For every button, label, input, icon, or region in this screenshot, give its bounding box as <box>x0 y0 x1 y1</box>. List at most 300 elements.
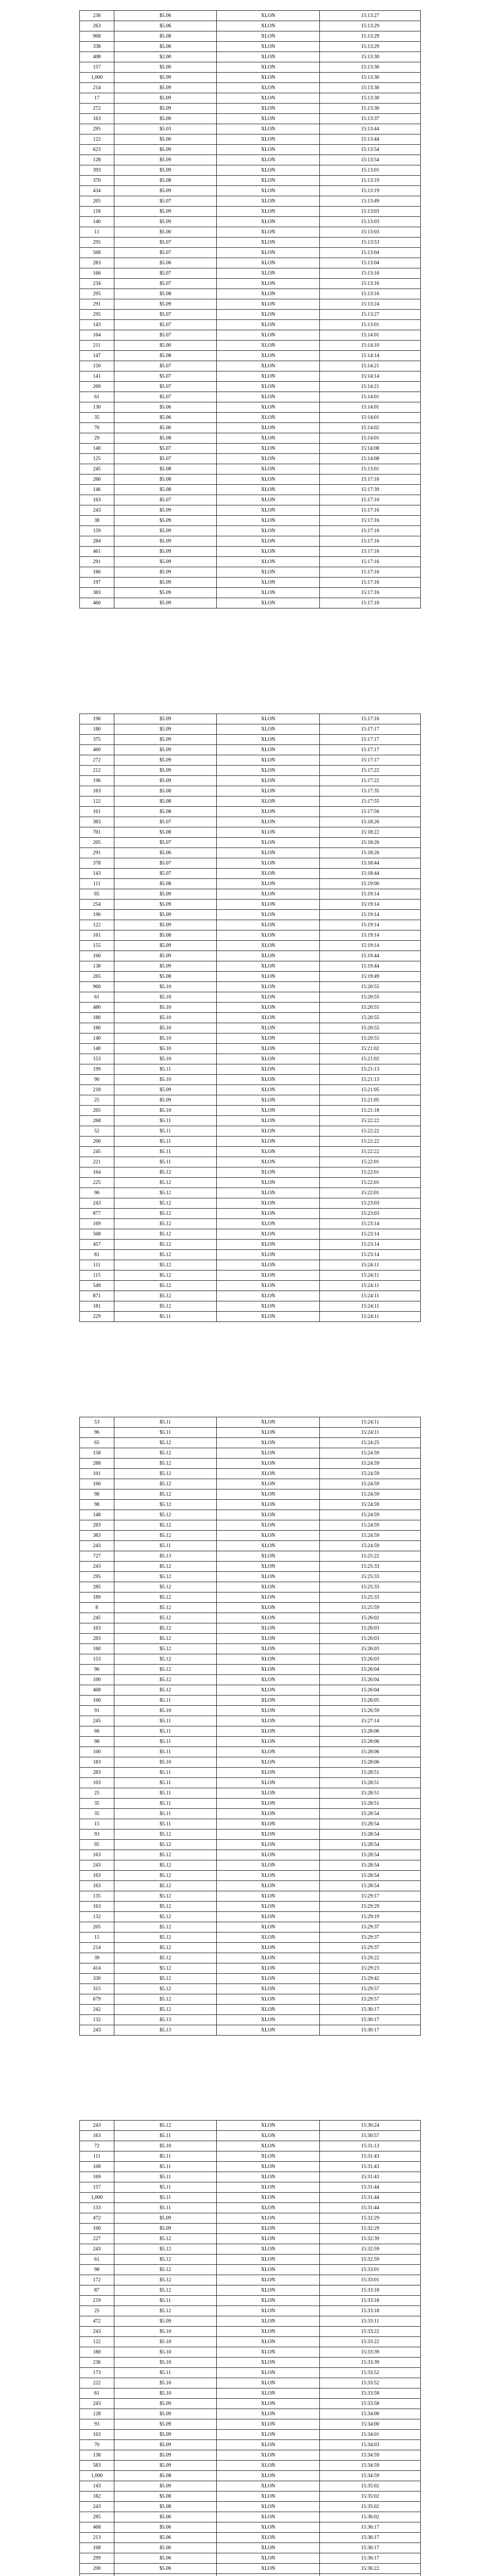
venue-cell: XLON <box>217 423 320 433</box>
time-cell: 15:26:59 <box>320 1706 421 1716</box>
table-row <box>80 2255 421 2265</box>
time-cell: 15:24:59 <box>320 1448 421 1459</box>
time-cell: 15:30:17 <box>320 2015 421 2025</box>
time-cell: 15:28:54 <box>320 1871 421 1881</box>
venue-cell: XLON <box>217 505 320 516</box>
table-row <box>80 1891 421 1902</box>
price-cell: $5.12 <box>114 1500 217 1510</box>
venue-cell: XLON <box>217 2430 320 2440</box>
time-cell: 15:13:30 <box>320 93 421 104</box>
price-cell: $5.12 <box>114 1219 217 1229</box>
table-row <box>80 52 421 62</box>
volume-cell: 243 <box>80 2244 114 2255</box>
price-cell: $5.13 <box>114 2025 217 2036</box>
table-row <box>80 2182 421 2193</box>
volume-cell: 222 <box>80 2378 114 2388</box>
volume-cell: 39 <box>80 1953 114 1963</box>
price-cell: $5.07 <box>114 279 217 289</box>
volume-cell: 243 <box>80 2025 114 2036</box>
time-cell: 15:28:54 <box>320 1881 421 1891</box>
time-cell: 15:24:59 <box>320 1459 421 1469</box>
price-cell: $5.12 <box>114 1438 217 1448</box>
venue-cell: XLON <box>217 2244 320 2255</box>
table-row <box>80 578 421 588</box>
price-cell: $5.09 <box>114 2224 217 2234</box>
venue-cell: XLON <box>217 382 320 392</box>
volume-cell: 1,000 <box>80 2471 114 2481</box>
volume-cell: 299 <box>80 2553 114 2564</box>
time-cell: 15:13:01 <box>320 320 421 330</box>
venue-cell: XLON <box>217 2337 320 2347</box>
time-cell: 15:21:05 <box>320 1085 421 1095</box>
price-cell: $5.11 <box>114 1157 217 1167</box>
table-row <box>80 351 421 361</box>
volume-cell: 111 <box>80 879 114 889</box>
time-cell: 15:25:22 <box>320 1551 421 1562</box>
time-cell: 15:22:01 <box>320 1188 421 1198</box>
price-cell: $5.12 <box>114 2275 217 2285</box>
table-row <box>80 547 421 557</box>
venue-cell: XLON <box>217 1013 320 1023</box>
time-cell: 15:29:57 <box>320 1984 421 1994</box>
price-cell: $5.09 <box>114 889 217 900</box>
venue-cell: XLON <box>217 93 320 104</box>
time-cell: 15:31:44 <box>320 2203 421 2213</box>
table-row <box>80 2337 421 2347</box>
price-cell: $5.12 <box>114 1634 217 1644</box>
time-cell: 15:26:04 <box>320 1685 421 1696</box>
table-row <box>80 1095 421 1106</box>
price-cell: $5.11 <box>114 2151 217 2162</box>
time-cell: 15:26:03 <box>320 1634 421 1644</box>
venue-cell: XLON <box>217 2368 320 2378</box>
time-cell: 15:24:11 <box>320 1260 421 1270</box>
table-row <box>80 2244 421 2255</box>
venue-cell: XLON <box>217 900 320 910</box>
price-cell: $5.09 <box>114 745 217 755</box>
price-cell: $5.06 <box>114 258 217 268</box>
table-row <box>80 31 421 42</box>
time-cell: 15:19:14 <box>320 920 421 930</box>
volume-cell: 140 <box>80 217 114 227</box>
table-row <box>80 1685 421 1696</box>
volume-cell: 242 <box>80 2005 114 2015</box>
venue-cell: XLON <box>217 2255 320 2265</box>
price-cell: $5.06 <box>114 21 217 31</box>
venue-cell: XLON <box>217 2193 320 2203</box>
table-row <box>80 2512 421 2522</box>
price-cell: $5.00 <box>114 62 217 73</box>
time-cell: 15:26:03 <box>320 1644 421 1654</box>
price-cell: $5.12 <box>114 1994 217 2005</box>
volume-cell: 118 <box>80 207 114 217</box>
price-cell: $5.11 <box>114 1788 217 1799</box>
time-cell: 15:24:59 <box>320 1479 421 1489</box>
venue-cell: XLON <box>217 714 320 724</box>
venue-cell: XLON <box>217 196 320 207</box>
table-row <box>80 1157 421 1167</box>
price-cell: $5.07 <box>114 869 217 879</box>
price-cell: $5.06 <box>114 2564 217 2574</box>
volume-cell: 143 <box>80 2481 114 2492</box>
venue-cell: XLON <box>217 1747 320 1757</box>
table-row <box>80 2492 421 2502</box>
volume-cell: 148 <box>80 1510 114 1520</box>
volume-cell: 160 <box>80 2224 114 2234</box>
venue-cell: XLON <box>217 1572 320 1582</box>
price-cell: $5.10 <box>114 2358 217 2368</box>
table-row <box>80 279 421 289</box>
price-cell: $5.09 <box>114 104 217 114</box>
table-row <box>80 1902 421 1912</box>
venue-cell: XLON <box>217 392 320 402</box>
price-cell: $5.12 <box>114 2244 217 2255</box>
time-cell: 15:17:17 <box>320 745 421 755</box>
time-cell: 15:19:14 <box>320 900 421 910</box>
volume-cell: 295 <box>80 1572 114 1582</box>
venue-cell: XLON <box>217 930 320 941</box>
venue-cell: XLON <box>217 1654 320 1665</box>
price-cell: $5.12 <box>114 1198 217 1209</box>
price-cell: $5.12 <box>114 1891 217 1902</box>
table-row <box>80 1260 421 1270</box>
price-cell: $5.09 <box>114 155 217 165</box>
venue-cell: XLON <box>217 1157 320 1167</box>
volume-cell: 243 <box>80 2502 114 2512</box>
price-cell: $5.09 <box>114 714 217 724</box>
venue-cell: XLON <box>217 217 320 227</box>
price-cell: $5.09 <box>114 578 217 588</box>
table-row <box>80 1167 421 1178</box>
volume-cell: 568 <box>80 248 114 258</box>
time-cell: 15:19:49 <box>320 972 421 982</box>
volume-cell: 130 <box>80 402 114 413</box>
volume-cell: 383 <box>80 1531 114 1541</box>
price-cell: $5.06 <box>114 2512 217 2522</box>
price-cell: $5.12 <box>114 2306 217 2316</box>
table-row <box>80 2285 421 2296</box>
venue-cell: XLON <box>217 755 320 766</box>
table-row <box>80 755 421 766</box>
time-cell: 15:24:59 <box>320 1489 421 1500</box>
time-cell: 15:13:29 <box>320 21 421 31</box>
table-row <box>80 598 421 608</box>
time-cell: 15:35:02 <box>320 2481 421 2492</box>
price-cell: $5.08 <box>114 2502 217 2512</box>
volume-cell: 168 <box>80 2543 114 2553</box>
venue-cell: XLON <box>217 1623 320 1634</box>
venue-cell: XLON <box>217 1613 320 1623</box>
venue-cell: XLON <box>217 516 320 526</box>
time-cell: 15:13:30 <box>320 83 421 93</box>
venue-cell: XLON <box>217 248 320 258</box>
venue-cell: XLON <box>217 848 320 858</box>
venue-cell: XLON <box>217 1592 320 1603</box>
price-cell: $5.12 <box>114 1209 217 1219</box>
venue-cell: XLON <box>217 992 320 1003</box>
time-cell: 15:13:19 <box>320 176 421 186</box>
volume-cell: 163 <box>80 1850 114 1860</box>
venue-cell: XLON <box>217 238 320 248</box>
table-row <box>80 268 421 279</box>
volume-cell: 96 <box>80 1428 114 1438</box>
table-row <box>80 2234 421 2244</box>
venue-cell: XLON <box>217 879 320 889</box>
venue-cell: XLON <box>217 73 320 83</box>
venue-cell: XLON <box>217 1778 320 1788</box>
table-row <box>80 1747 421 1757</box>
volume-cell: 17 <box>80 93 114 104</box>
volume-cell: 140 <box>80 1044 114 1054</box>
price-cell: $5.09 <box>114 776 217 786</box>
price-cell: $5.10 <box>114 2141 217 2151</box>
price-cell: $5.12 <box>114 1829 217 1840</box>
time-cell: 15:24:11 <box>320 1428 421 1438</box>
price-cell: $5.12 <box>114 1675 217 1685</box>
venue-cell: XLON <box>217 1922 320 1933</box>
volume-cell: 100 <box>80 1675 114 1685</box>
volume-cell: 70 <box>80 423 114 433</box>
venue-cell: XLON <box>217 2275 320 2285</box>
table-row <box>80 1198 421 1209</box>
volume-cell: 158 <box>80 1448 114 1459</box>
price-cell: $5.09 <box>114 526 217 536</box>
price-cell: $5.09 <box>114 2316 217 2327</box>
price-cell: $5.09 <box>114 2399 217 2409</box>
time-cell: 15:17:16 <box>320 516 421 526</box>
table-row <box>80 2316 421 2327</box>
table-row <box>80 505 421 516</box>
time-cell: 15:28:06 <box>320 1737 421 1747</box>
time-cell: 15:13:44 <box>320 134 421 145</box>
table-row <box>80 2358 421 2368</box>
table-row <box>80 104 421 114</box>
price-cell: $5.08 <box>114 464 217 474</box>
venue-cell: XLON <box>217 910 320 920</box>
table-row <box>80 464 421 474</box>
price-cell: $5.09 <box>114 186 217 196</box>
table-row <box>80 2162 421 2172</box>
volume-cell: 200 <box>80 2564 114 2574</box>
price-cell: $5.09 <box>114 724 217 735</box>
price-cell: $5.11 <box>114 1747 217 1757</box>
venue-cell: XLON <box>217 227 320 238</box>
price-cell: $5.08 <box>114 474 217 485</box>
volume-cell: 186 <box>80 567 114 578</box>
time-cell: 15:13:49 <box>320 196 421 207</box>
table-row <box>80 2481 421 2492</box>
price-cell: $5.10 <box>114 1023 217 1033</box>
time-cell: 15:24:59 <box>320 1469 421 1479</box>
time-cell: 15:30:17 <box>320 2025 421 2036</box>
time-cell: 15:28:51 <box>320 1778 421 1788</box>
volume-cell: 72 <box>80 2141 114 2151</box>
table-row <box>80 258 421 268</box>
volume-cell: 727 <box>80 1551 114 1562</box>
price-cell: $5.11 <box>114 2368 217 2378</box>
price-cell: $5.11 <box>114 1768 217 1778</box>
time-cell: 15:23:14 <box>320 1250 421 1260</box>
volume-cell: 163 <box>80 1881 114 1891</box>
venue-cell: XLON <box>217 1301 320 1312</box>
table-row <box>80 361 421 371</box>
venue-cell: XLON <box>217 547 320 557</box>
price-cell: $5.09 <box>114 920 217 930</box>
price-cell: $5.09 <box>114 766 217 776</box>
venue-cell: XLON <box>217 1943 320 1953</box>
time-cell: 15:13:54 <box>320 145 421 155</box>
volume-cell: 155 <box>80 941 114 951</box>
volume-cell: 968 <box>80 31 114 42</box>
table-row <box>80 1984 421 1994</box>
time-cell: 15:36:17 <box>320 2553 421 2564</box>
venue-cell: XLON <box>217 2512 320 2522</box>
time-cell: 15:33:18 <box>320 2296 421 2306</box>
table-row <box>80 2502 421 2512</box>
price-cell: $5.09 <box>114 900 217 910</box>
time-cell: 15:22:01 <box>320 1157 421 1167</box>
volume-cell: 163 <box>80 786 114 796</box>
venue-cell: XLON <box>217 2358 320 2368</box>
table-row <box>80 1850 421 1860</box>
venue-cell: XLON <box>217 1644 320 1654</box>
volume-cell: 245 <box>80 1613 114 1623</box>
table-row <box>80 516 421 526</box>
time-cell: 15:20:55 <box>320 1003 421 1013</box>
time-cell: 15:33:18 <box>320 2285 421 2296</box>
time-cell: 15:13:04 <box>320 258 421 268</box>
price-cell: $5.09 <box>114 299 217 310</box>
table-row <box>80 2203 421 2213</box>
price-cell: $5.07 <box>114 310 217 320</box>
time-cell: 15:33:22 <box>320 2337 421 2347</box>
table-row <box>80 1912 421 1922</box>
price-cell: $5.07 <box>114 330 217 341</box>
trade-table <box>79 1417 421 2036</box>
price-cell: $5.06 <box>114 2543 217 2553</box>
price-cell: $5.12 <box>114 1167 217 1178</box>
volume-cell: 160 <box>80 1479 114 1489</box>
volume-cell: 243 <box>80 1860 114 1871</box>
price-cell: $5.09 <box>114 93 217 104</box>
table-row <box>80 2378 421 2388</box>
price-cell: $5.03 <box>114 124 217 134</box>
time-cell: 15:26:02 <box>320 1613 421 1623</box>
venue-cell: XLON <box>217 536 320 547</box>
price-cell: $5.99 <box>114 73 217 83</box>
table-row <box>80 2005 421 2015</box>
venue-cell: XLON <box>217 114 320 124</box>
time-cell: 15:17:55 <box>320 796 421 807</box>
price-cell: $5.12 <box>114 1479 217 1489</box>
volume-cell: 568 <box>80 1229 114 1240</box>
price-cell: $5.12 <box>114 1685 217 1696</box>
time-cell: 15:26:05 <box>320 1696 421 1706</box>
volume-cell: 229 <box>80 1312 114 1322</box>
venue-cell: XLON <box>217 2005 320 2015</box>
venue-cell: XLON <box>217 2182 320 2193</box>
time-cell: 15:36:17 <box>320 2543 421 2553</box>
volume-cell: 295 <box>80 310 114 320</box>
venue-cell: XLON <box>217 1737 320 1747</box>
table-row <box>80 1510 421 1520</box>
table-row <box>80 1301 421 1312</box>
table-row <box>80 1270 421 1281</box>
volume-cell: 25 <box>80 1788 114 1799</box>
table-row <box>80 869 421 879</box>
price-cell: $5.08 <box>114 930 217 941</box>
time-cell: 15:29:37 <box>320 1943 421 1953</box>
venue-cell: XLON <box>217 1809 320 1819</box>
price-cell: $5.08 <box>114 433 217 444</box>
time-cell: 15:24:59 <box>320 1510 421 1520</box>
volume-cell: 52 <box>80 1126 114 1137</box>
venue-cell: XLON <box>217 838 320 848</box>
time-cell: 15:17:56 <box>320 807 421 817</box>
table-row <box>80 1582 421 1592</box>
price-cell: $5.09 <box>114 588 217 598</box>
table-row <box>80 227 421 238</box>
table-row <box>80 1417 421 1428</box>
time-cell: 15:34:59 <box>320 2450 421 2461</box>
venue-cell: XLON <box>217 1054 320 1064</box>
document-page-1 <box>0 0 497 703</box>
venue-cell: XLON <box>217 433 320 444</box>
volume-cell: 218 <box>80 1085 114 1095</box>
table-row <box>80 1778 421 1788</box>
price-cell: $5.10 <box>114 1003 217 1013</box>
venue-cell: XLON <box>217 2564 320 2574</box>
table-row <box>80 2224 421 2234</box>
time-cell: 15:29:19 <box>320 1912 421 1922</box>
venue-cell: XLON <box>217 2543 320 2553</box>
table-row <box>80 330 421 341</box>
table-row <box>80 1106 421 1116</box>
volume-cell: 243 <box>80 1562 114 1572</box>
volume-cell: 115 <box>80 1270 114 1281</box>
time-cell: 15:22:01 <box>320 1178 421 1188</box>
time-cell: 15:20:55 <box>320 992 421 1003</box>
time-cell: 15:29:37 <box>320 1922 421 1933</box>
volume-cell: 269 <box>80 382 114 392</box>
volume-cell: 61 <box>80 392 114 402</box>
time-cell: 15:23:03 <box>320 1198 421 1209</box>
time-cell: 15:17:22 <box>320 766 421 776</box>
time-cell: 15:19:44 <box>320 951 421 961</box>
time-cell: 15:17:16 <box>320 547 421 557</box>
venue-cell: XLON <box>217 982 320 992</box>
venue-cell: XLON <box>217 1675 320 1685</box>
price-cell: $5.11 <box>114 2203 217 2213</box>
venue-cell: XLON <box>217 186 320 196</box>
table-row <box>80 1500 421 1510</box>
venue-cell: XLON <box>217 2172 320 2182</box>
table-row <box>80 536 421 547</box>
time-cell: 15:25:33 <box>320 1572 421 1582</box>
table-row <box>80 1428 421 1438</box>
price-cell: $5.09 <box>114 145 217 155</box>
venue-cell: XLON <box>217 1933 320 1943</box>
time-cell: 15:19:14 <box>320 930 421 941</box>
venue-cell: XLON <box>217 62 320 73</box>
volume-cell: 383 <box>80 817 114 827</box>
volume-cell: 871 <box>80 1291 114 1301</box>
volume-cell: 245 <box>80 464 114 474</box>
venue-cell: XLON <box>217 464 320 474</box>
venue-cell: XLON <box>217 495 320 505</box>
venue-cell: XLON <box>217 165 320 176</box>
venue-cell: XLON <box>217 1871 320 1881</box>
